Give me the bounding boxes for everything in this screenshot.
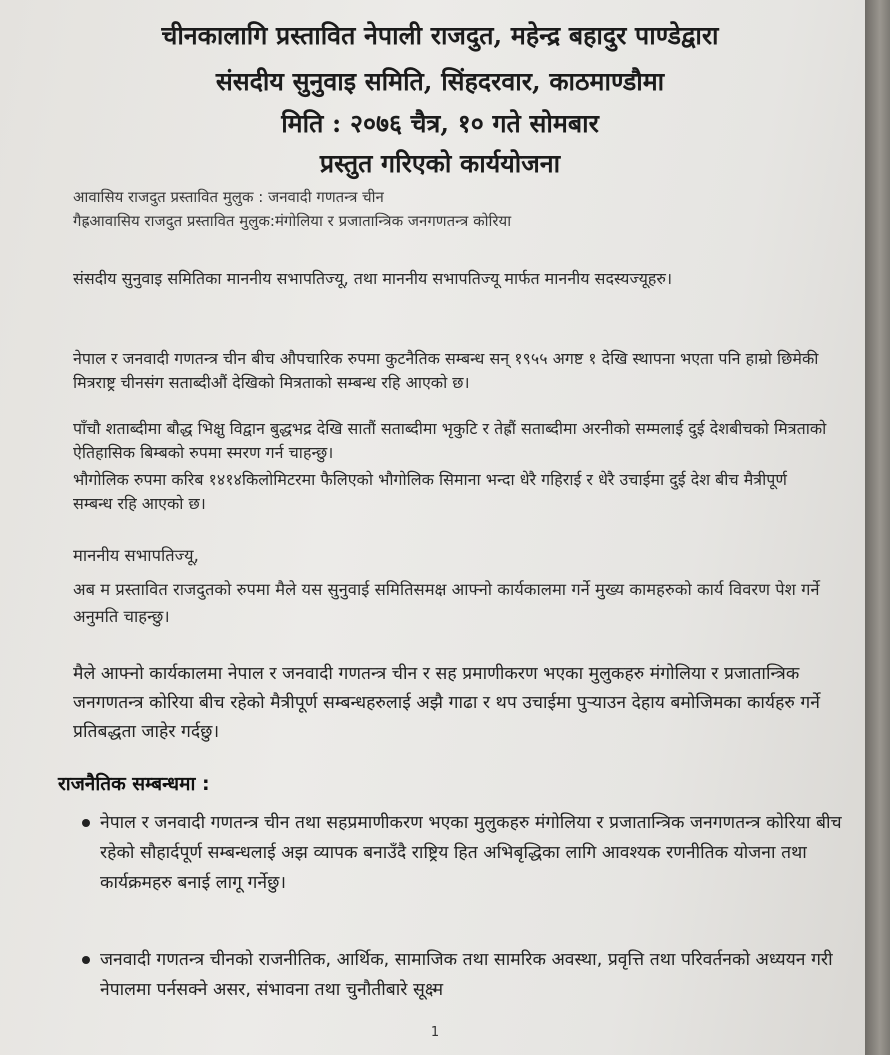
paragraph-2: पाँचौ शताब्दीमा बौद्ध भिक्षु विद्वान बुद्धभद्र देखि सातौं सताब्दीमा भृकुटि र तेह्रौं सताब्दीमा अरनीको सम्मलाई दुई देशबीचको मित्रताको ऐतिहासिक बिम्बको रुपमा स्मरण गर्न चाहन्छु। (73, 419, 827, 462)
title-line-2: संसदीय सुनुवाइ समिति, सिंहदरवार, काठमाण्डौमा (215, 67, 665, 96)
page-number: 1 (430, 1025, 440, 1040)
title-line-4: प्रस्तुत गरिएको कार्ययोजना (319, 149, 561, 178)
paragraph-5: मैले आफ्नो कार्यकालमा नेपाल र जनवादी गणतन्त्र चीन र सह प्रमाणीकरण भएका मुलुकहरु मंगोलिया र प्रजातान्त्रिक जनगणतन्त्र कोरिया बीच रहेको मैत्रीपूर्ण सम्बन्धहरुलाई अझै गाढा र थप उचाईमा पुऱ्याउन देहाय बमोजिमका कार्यहरु गर्ने प्रतिबद्धता जाहेर गर्दछु। (73, 664, 820, 742)
title-line-3: मिति : २०७६ चैत्र, १० गते सोमबार (281, 109, 599, 138)
salutation-paragraph: संसदीय सुनुवाइ समितिका माननीय सभापतिज्यू, तथा माननीय सभापतिज्यू मार्फत माननीय सदस्यज्यूहरु। (73, 269, 673, 288)
bullet-dot-icon (82, 819, 90, 827)
address-line: माननीय सभापतिज्यू, (73, 546, 199, 565)
bullet-item (82, 808, 842, 898)
paragraph-3: भौगोलिक रुपमा करिब १४१४किलोमिटरमा फैलिएको भौगोलिक सिमाना भन्दा धेरै गहिराई र धेरै उचाईमा दुई देश बीच मैत्रीपूर्ण सम्बन्ध रहि आएको छ। (73, 470, 787, 513)
paragraph-1: नेपाल र जनवादी गणतन्त्र चीन बीच औपचारिक रुपमा कुटनैतिक सम्बन्ध सन् १९५५ अगष्ट १ देखि स्थापना भएता पनि हाम्रो छिमेकी मित्रराष्ट्र चीनसंग सताब्दीऔं देखिको मित्रताको सम्बन्ध रहि आएको छ। (73, 349, 819, 392)
page-edge-shadow (865, 0, 890, 1055)
bullet-dot-icon (82, 956, 90, 964)
section-heading: राजनैतिक सम्बन्धमा : (58, 773, 210, 795)
resident-country-line: आवासिय राजदुत प्रस्तावित मुलुक : जनवादी गणतन्त्र चीन (73, 188, 384, 206)
nonresident-country-line: गैह्रआवासिय राजदुत प्रस्तावित मुलुक:मंगोलिया र प्रजातान्त्रिक जनगणतन्त्र कोरिया (73, 212, 512, 230)
bullet-text: जनवादी गणतन्त्र चीनको राजनीतिक, आर्थिक, सामाजिक तथा सामरिक अवस्था, प्रवृत्ति तथा परिवर्तनको अध्ययन गरी नेपालमा पर्नसक्ने असर, संभावना तथा चुनौतीबारे सूक्ष्म (100, 950, 833, 1000)
title-line-1: चीनकालागि प्रस्तावित नेपाली राजदुत, महेन्द्र बहादुर पाण्डेद्वारा (161, 21, 719, 50)
bullet-item (82, 945, 842, 1005)
paragraph-4: अब म प्रस्तावित राजदुतको रुपमा मैले यस सुनुवाई समितिसमक्ष आफ्नो कार्यकालमा गर्ने मुख्य कामहरुको कार्य विवरण पेश गर्ने अनुमति चाहन्छु। (73, 580, 820, 626)
bullet-text: नेपाल र जनवादी गणतन्त्र चीन तथा सहप्रमाणीकरण भएका मुलुकहरु मंगोलिया र प्रजातान्त्रिक जनगणतन्त्र कोरिया बीच रहेको सौहार्दपूर्ण सम्बन्धलाई अझ व्यापक बनाउँदै राष्ट्रिय हित अभिबृद्धिका लागि आवश्यक रणनीतिक योजना तथा कार्यक्रमहरु बनाई लागू गर्नेछु। (100, 813, 842, 893)
